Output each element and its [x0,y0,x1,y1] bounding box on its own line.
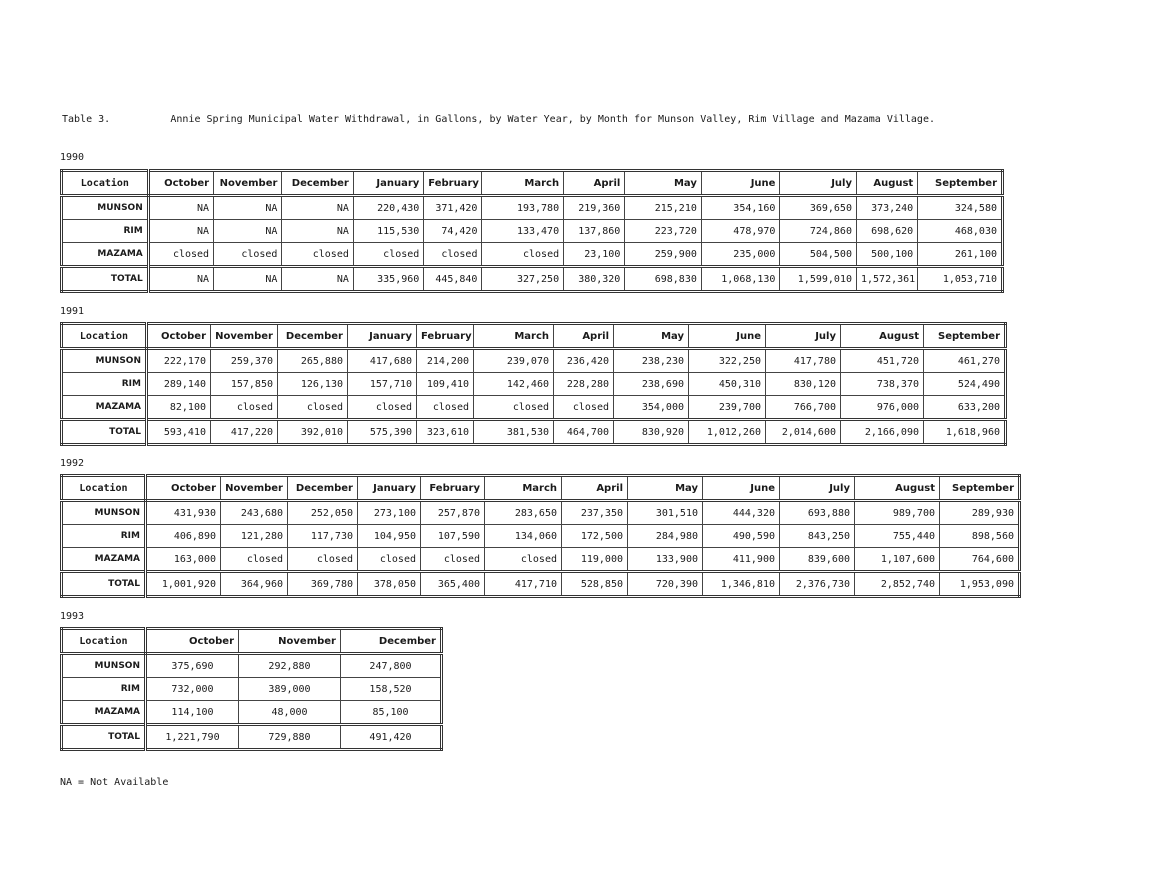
value-cell: 411,900 [703,548,780,572]
value-cell: 239,700 [689,396,766,420]
table-row [62,267,1003,292]
value-cell: 766,700 [766,396,841,420]
month-header-june: June [703,476,780,501]
value-cell: 115,530 [353,220,423,243]
value-cell: 133,900 [628,548,703,572]
location-cell: RIM [62,678,146,701]
value-cell: 698,620 [856,220,917,243]
month-header-october: October [146,629,239,654]
value-cell: 1,346,810 [703,572,780,597]
value-cell: 119,000 [562,548,628,572]
month-header-december: December [341,629,442,654]
month-header-december: December [288,476,358,501]
location-header: Location [62,629,146,654]
value-cell: 1,001,920 [146,572,221,597]
value-cell: 720,390 [628,572,703,597]
year-label-1991: 1991 [60,306,85,317]
header-row [62,171,1003,196]
value-cell: 220,430 [353,196,423,220]
value-cell: NA [148,220,213,243]
month-header-november: November [214,171,282,196]
value-cell: 142,460 [474,373,554,396]
value-cell: 381,530 [474,420,554,445]
value-cell: 289,140 [147,373,211,396]
value-cell: 464,700 [554,420,614,445]
value-cell: 392,010 [278,420,348,445]
value-cell: 380,320 [564,267,625,292]
value-cell: 575,390 [348,420,417,445]
header-row [62,324,1006,349]
value-cell: 478,970 [701,220,780,243]
month-header-february: February [417,324,474,349]
value-cell: 223,720 [625,220,702,243]
location-cell: RIM [62,373,147,396]
value-cell: 2,376,730 [780,572,855,597]
value-cell: 698,830 [625,267,702,292]
value-cell: 247,800 [341,654,442,678]
location-cell: MUNSON [62,349,147,373]
value-cell: 335,960 [353,267,423,292]
value-cell: NA [282,196,353,220]
location-cell: MUNSON [62,654,146,678]
value-cell: 157,710 [348,373,417,396]
value-cell: closed [474,396,554,420]
header-row [62,476,1020,501]
month-header-october: October [147,324,211,349]
value-cell: closed [554,396,614,420]
location-cell: MAZAMA [62,396,147,420]
value-cell: 243,680 [221,501,288,525]
value-cell: 228,280 [554,373,614,396]
value-cell: 528,850 [562,572,628,597]
month-header-may: May [614,324,689,349]
value-cell: 504,500 [780,243,857,267]
value-cell: closed [421,548,485,572]
table-row [62,725,442,750]
month-header-november: November [211,324,278,349]
value-cell: 491,420 [341,725,442,750]
value-cell: 444,320 [703,501,780,525]
value-cell: 2,852,740 [855,572,940,597]
value-cell: 406,890 [146,525,221,548]
year-label-1990: 1990 [60,152,85,163]
value-cell: closed [485,548,562,572]
value-cell: 1,618,960 [924,420,1006,445]
month-header-september: September [924,324,1006,349]
location-cell: MAZAMA [62,701,146,725]
location-cell: RIM [62,220,149,243]
value-cell: 490,590 [703,525,780,548]
table-row [62,572,1020,597]
value-cell: 126,130 [278,373,348,396]
value-cell: 450,310 [689,373,766,396]
value-cell: 239,070 [474,349,554,373]
value-cell: 289,930 [940,501,1020,525]
value-cell: 354,000 [614,396,689,420]
value-cell: 1,068,130 [701,267,780,292]
table-1992 [60,474,1021,598]
month-header-june: June [701,171,780,196]
value-cell: 1,107,600 [855,548,940,572]
month-header-july: July [780,171,857,196]
value-cell: 724,860 [780,220,857,243]
value-cell: 238,690 [614,373,689,396]
month-header-february: February [424,171,482,196]
value-cell: 1,012,260 [689,420,766,445]
value-cell: 85,100 [341,701,442,725]
month-header-december: December [278,324,348,349]
month-header-november: November [239,629,341,654]
value-cell: 633,200 [924,396,1006,420]
month-header-august: August [841,324,924,349]
location-cell: MUNSON [62,501,146,525]
value-cell: 445,840 [424,267,482,292]
value-cell: 364,960 [221,572,288,597]
table-row [62,243,1003,267]
month-header-january: January [358,476,421,501]
month-header-april: April [554,324,614,349]
value-cell: 2,014,600 [766,420,841,445]
value-cell: 114,100 [146,701,239,725]
value-cell: NA [282,220,353,243]
month-header-june: June [689,324,766,349]
month-header-may: May [628,476,703,501]
year-label-1993: 1993 [60,611,85,622]
year-label-1992: 1992 [60,458,85,469]
value-cell: 322,250 [689,349,766,373]
value-cell: 468,030 [918,220,1003,243]
month-header-january: January [348,324,417,349]
value-cell: 417,710 [485,572,562,597]
value-cell: 1,953,090 [940,572,1020,597]
value-cell: 830,120 [766,373,841,396]
value-cell: 373,240 [856,196,917,220]
value-cell: NA [282,267,353,292]
value-cell: 500,100 [856,243,917,267]
value-cell: 137,860 [564,220,625,243]
location-cell: MAZAMA [62,548,146,572]
month-header-august: August [855,476,940,501]
value-cell: 252,050 [288,501,358,525]
value-cell: closed [211,396,278,420]
month-header-september: September [940,476,1020,501]
value-cell: 134,060 [485,525,562,548]
value-cell: 214,200 [417,349,474,373]
value-cell: 375,690 [146,654,239,678]
table-row [62,548,1020,572]
value-cell: 2,166,090 [841,420,924,445]
value-cell: 1,053,710 [918,267,1003,292]
value-cell: 830,920 [614,420,689,445]
month-header-october: October [148,171,213,196]
table-row [62,196,1003,220]
location-cell: TOTAL [62,267,149,292]
value-cell: 219,360 [564,196,625,220]
value-cell: closed [148,243,213,267]
value-cell: 74,420 [424,220,482,243]
table-row [62,349,1006,373]
value-cell: 283,650 [485,501,562,525]
value-cell: 236,420 [554,349,614,373]
value-cell: 172,500 [562,525,628,548]
value-cell: 284,980 [628,525,703,548]
value-cell: 839,600 [780,548,855,572]
value-cell: 898,560 [940,525,1020,548]
month-header-march: March [474,324,554,349]
value-cell: 107,590 [421,525,485,548]
month-header-october: October [146,476,221,501]
value-cell: 215,210 [625,196,702,220]
table-row [62,701,442,725]
value-cell: 371,420 [424,196,482,220]
value-cell: 133,470 [482,220,564,243]
location-cell: MUNSON [62,196,149,220]
value-cell: closed [482,243,564,267]
value-cell: 461,270 [924,349,1006,373]
caption-prefix: Table 3. [62,114,111,125]
value-cell: 117,730 [288,525,358,548]
value-cell: closed [424,243,482,267]
value-cell: 389,000 [239,678,341,701]
value-cell: 121,280 [221,525,288,548]
value-cell: 104,950 [358,525,421,548]
table-row [62,420,1006,445]
month-header-march: March [482,171,564,196]
month-header-july: July [766,324,841,349]
location-cell: TOTAL [62,420,147,445]
value-cell: 354,160 [701,196,780,220]
value-cell: 238,230 [614,349,689,373]
value-cell: 693,880 [780,501,855,525]
value-cell: 369,780 [288,572,358,597]
value-cell: 843,250 [780,525,855,548]
month-header-april: April [562,476,628,501]
value-cell: 755,440 [855,525,940,548]
value-cell: 378,050 [358,572,421,597]
location-cell: RIM [62,525,146,548]
value-cell: NA [148,196,213,220]
month-header-february: February [421,476,485,501]
table-1991 [60,322,1007,446]
value-cell: 324,580 [918,196,1003,220]
value-cell: NA [214,267,282,292]
value-cell: 417,780 [766,349,841,373]
value-cell: 976,000 [841,396,924,420]
value-cell: 989,700 [855,501,940,525]
table-row [62,396,1006,420]
value-cell: 327,250 [482,267,564,292]
month-header-january: January [353,171,423,196]
value-cell: 157,850 [211,373,278,396]
value-cell: closed [282,243,353,267]
table-caption [62,114,935,125]
value-cell: 193,780 [482,196,564,220]
location-cell: TOTAL [62,725,146,750]
value-cell: 265,880 [278,349,348,373]
location-cell: TOTAL [62,572,146,597]
value-cell: 365,400 [421,572,485,597]
value-cell: closed [221,548,288,572]
caption-text: Annie Spring Municipal Water Withdrawal, in Gallons, by Water Year, by Month for Munson Valley, Rim Village and Mazama Village. [170,114,935,125]
value-cell: 109,410 [417,373,474,396]
month-header-november: November [221,476,288,501]
value-cell: closed [214,243,282,267]
value-cell: 259,900 [625,243,702,267]
value-cell: 237,350 [562,501,628,525]
location-header: Location [62,476,146,501]
month-header-april: April [564,171,625,196]
value-cell: 417,220 [211,420,278,445]
value-cell: 261,100 [918,243,1003,267]
table-1993 [60,627,443,751]
month-header-march: March [485,476,562,501]
table-row [62,654,442,678]
value-cell: 431,930 [146,501,221,525]
table-row [62,501,1020,525]
location-header: Location [62,324,147,349]
value-cell: 257,870 [421,501,485,525]
value-cell: closed [288,548,358,572]
value-cell: 1,599,010 [780,267,857,292]
table-row [62,373,1006,396]
value-cell: 259,370 [211,349,278,373]
value-cell: 1,572,361 [856,267,917,292]
value-cell: closed [348,396,417,420]
value-cell: 158,520 [341,678,442,701]
value-cell: 222,170 [147,349,211,373]
value-cell: closed [358,548,421,572]
value-cell: 82,100 [147,396,211,420]
value-cell: NA [214,196,282,220]
value-cell: 323,610 [417,420,474,445]
table-row [62,525,1020,548]
location-header: Location [62,171,149,196]
value-cell: 451,720 [841,349,924,373]
value-cell: 732,000 [146,678,239,701]
value-cell: 764,600 [940,548,1020,572]
month-header-july: July [780,476,855,501]
value-cell: 163,000 [146,548,221,572]
header-row [62,629,442,654]
value-cell: 369,650 [780,196,857,220]
month-header-august: August [856,171,917,196]
table-1990 [60,169,1004,293]
footnote: NA = Not Available [60,777,169,788]
value-cell: 738,370 [841,373,924,396]
month-header-september: September [918,171,1003,196]
value-cell: 1,221,790 [146,725,239,750]
value-cell: 235,000 [701,243,780,267]
table-row [62,678,442,701]
value-cell: NA [148,267,213,292]
value-cell: 301,510 [628,501,703,525]
value-cell: 729,880 [239,725,341,750]
value-cell: 593,410 [147,420,211,445]
location-cell: MAZAMA [62,243,149,267]
value-cell: 292,880 [239,654,341,678]
value-cell: 23,100 [564,243,625,267]
value-cell: 417,680 [348,349,417,373]
month-header-may: May [625,171,702,196]
value-cell: NA [214,220,282,243]
table-row [62,220,1003,243]
value-cell: 273,100 [358,501,421,525]
value-cell: 48,000 [239,701,341,725]
value-cell: 524,490 [924,373,1006,396]
value-cell: closed [353,243,423,267]
month-header-december: December [282,171,353,196]
value-cell: closed [278,396,348,420]
value-cell: closed [417,396,474,420]
